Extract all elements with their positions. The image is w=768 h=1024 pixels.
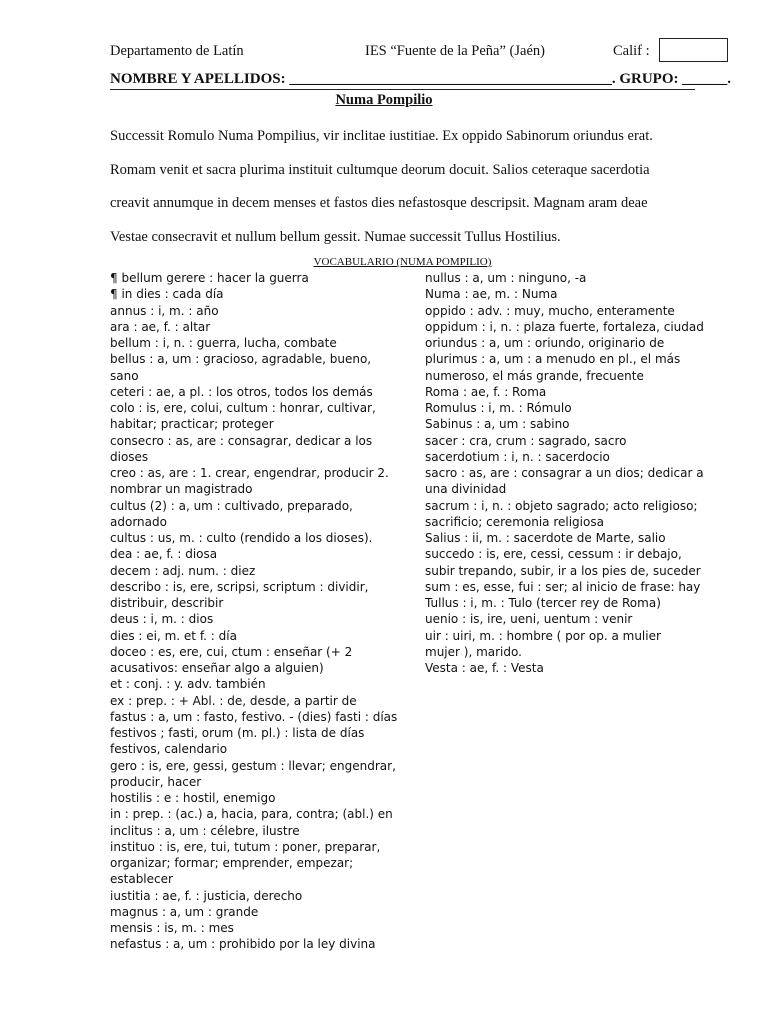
vocab-entry: fastus : a, um : fasto, festivo. - (dies) fasti : días	[110, 709, 398, 724]
vocab-entry: sum : es, esse, fui : ser; al inicio de frase: hay	[425, 579, 701, 594]
vocab-entry: inclitus : a, um : célebre, ilustre	[110, 823, 300, 838]
department-label: Departamento de Latín	[110, 43, 244, 59]
passage-line: creavit annumque in decem menses et fastos dies nefastosque descripsit. Magnam aram deae	[110, 195, 648, 211]
vocab-entry: sacerdotium : i, n. : sacerdocio	[425, 449, 610, 464]
vocab-entry: cultus (2) : a, um : cultivado, preparado,	[110, 498, 353, 513]
vocabulary-right-column	[425, 270, 725, 676]
vocab-entry: dies : ei, m. et f. : día	[110, 628, 237, 643]
passage-line: Romam venit et sacra plurima instituit cultumque deorum docuit. Salios ceteraque sacerdotia	[110, 161, 650, 178]
vocab-entry: producir, hacer	[110, 774, 202, 789]
vocab-entry: bellum : i, n. : guerra, lucha, combate	[110, 336, 337, 350]
vocab-entry: ex : prep. : + Abl. : de, desde, a partir de	[110, 693, 357, 708]
vocab-entry: dea : ae, f. : diosa	[110, 547, 218, 562]
vocab-entry: sacro : as, are : consagrar a un dios; dedicar a	[425, 466, 704, 480]
page-title: Numa Pompilio	[335, 92, 433, 108]
vocab-entry: Numa : ae, m. : Numa	[425, 287, 558, 302]
vocab-entry: Sabinus : a, um : sabino	[425, 417, 570, 432]
vocab-entry: doceo : es, ere, cui, ctum : enseñar (+ 2	[110, 644, 353, 659]
vocab-entry: oppidum : i, n. : plaza fuerte, fortaleza, ciudad	[425, 319, 704, 334]
vocab-entry: uir : uiri, m. : hombre ( por op. a mulier	[425, 628, 661, 643]
vocab-entry: plurimus : a, um : a menudo en pl., el más	[425, 352, 681, 367]
vocab-entry: gero : is, ere, gessi, gestum : llevar; engendrar,	[110, 758, 396, 773]
vocabulary-title: VOCABULARIO (NUMA POMPILIO)	[313, 256, 492, 268]
vocab-entry: oriundus : a, um : oriundo, originario de	[425, 336, 665, 350]
vocab-entry: distribuir, describir	[110, 596, 224, 610]
vocab-entry: Roma : ae, f. : Roma	[425, 384, 547, 399]
vocab-entry: ¶ in dies : cada día	[110, 287, 224, 302]
school-label: IES “Fuente de la Peña” (Jaén)	[365, 43, 545, 59]
vocab-entry: numeroso, el más grande, frecuente	[425, 368, 644, 383]
vocab-entry: Salius : ii, m. : sacerdote de Marte, salio	[425, 531, 666, 545]
vocab-entry: decem : adj. num. : diez	[110, 563, 256, 578]
vocab-entry: iustitia : ae, f. : justicia, derecho	[110, 888, 303, 903]
vocab-entry: describo : is, ere, scripsi, scriptum : dividir,	[110, 579, 369, 594]
vocab-entry: sano	[110, 368, 139, 383]
vocab-entry: organizar; formar; emprender, empezar;	[110, 856, 354, 870]
vocab-entry: magnus : a, um : grande	[110, 904, 259, 919]
vocab-entry: adornado	[110, 514, 167, 529]
vocab-entry: annus : i, m. : año	[110, 303, 219, 318]
vocab-entry: habitar; practicar; proteger	[110, 417, 274, 432]
vocab-entry: creo : as, are : 1. crear, engendrar, producir 2.	[110, 466, 389, 480]
vocab-entry: bellus : a, um : gracioso, agradable, bueno,	[110, 352, 372, 367]
vocab-entry: ¶ bellum gerere : hacer la guerra	[110, 271, 309, 285]
vocab-entry: mujer ), marido.	[425, 644, 522, 659]
vocab-entry: hostilis : e : hostil, enemigo	[110, 791, 276, 805]
vocab-entry: oppido : adv. : muy, mucho, enteramente	[425, 303, 675, 318]
vocab-entry: nombrar un magistrado	[110, 482, 253, 497]
vocab-entry: in : prep. : (ac.) a, hacia, para, contra; (abl.) en	[110, 807, 393, 822]
passage-line: Vestae consecravit et nullum bellum gessit. Numae successit Tullus Hostilius.	[110, 228, 561, 245]
vocabulary-left-column	[110, 270, 410, 953]
vocab-entry: sacer : cra, crum : sagrado, sacro	[425, 433, 627, 448]
vocab-entry: Vesta : ae, f. : Vesta	[425, 661, 544, 675]
vocab-entry: una divinidad	[425, 482, 507, 497]
vocab-entry: ceteri : ae, a pl. : los otros, todos los demás	[110, 384, 373, 399]
vocab-entry: establecer	[110, 872, 173, 887]
vocab-entry: festivos, calendario	[110, 742, 228, 757]
passage-line: Successit Romulo Numa Pompilius, vir inclitae iustitiae. Ex oppido Sabinorum oriundus erat.	[110, 128, 653, 144]
vocab-entry: sacrum : i, n. : objeto sagrado; acto religioso;	[425, 498, 698, 513]
vocab-entry: uenio : is, ire, ueni, uentum : venir	[425, 612, 633, 627]
vocab-entry: Romulus : i, m. : Rómulo	[425, 401, 572, 415]
vocab-entry: sacrificio; ceremonia religiosa	[425, 514, 604, 529]
grade-label: Calif :	[613, 43, 650, 59]
vocab-entry: mensis : is, m. : mes	[110, 921, 234, 935]
vocab-entry: subir trepando, subir, ir a los pies de, suceder	[425, 563, 701, 578]
vocab-entry: dioses	[110, 449, 149, 464]
vocab-entry: festivos ; fasti, orum (m. pl.) : lista de días	[110, 726, 365, 740]
vocab-entry: cultus : us, m. : culto (rendido a los dioses).	[110, 531, 373, 545]
vocab-entry: deus : i, m. : dios	[110, 612, 214, 627]
vocab-entry: nullus : a, um : ninguno, -a	[425, 271, 587, 285]
vocab-entry: nefastus : a, um : prohibido por la ley divina	[110, 937, 376, 952]
vocab-entry: acusativos: enseñar algo a alguien)	[110, 661, 324, 675]
vocab-entry: succedo : is, ere, cessi, cessum : ir debajo,	[425, 547, 682, 562]
vocab-entry: Tullus : i, m. : Tulo (tercer rey de Roma)	[425, 596, 661, 610]
latin-passage	[110, 120, 695, 254]
vocab-entry: ara : ae, f. : altar	[110, 319, 211, 334]
grade-box[interactable]	[659, 38, 728, 62]
vocab-entry: et : conj. : y. adv. también	[110, 677, 266, 692]
vocab-entry: consecro : as, are : consagrar, dedicar a los	[110, 433, 373, 448]
name-group-field: NOMBRE Y APELLIDOS: ___________________________________________. GRUPO: ______.	[110, 71, 695, 90]
vocab-entry: colo : is, ere, colui, cultum : honrar, cultivar,	[110, 401, 376, 415]
vocab-entry: instituo : is, ere, tui, tutum : poner, preparar,	[110, 839, 381, 854]
